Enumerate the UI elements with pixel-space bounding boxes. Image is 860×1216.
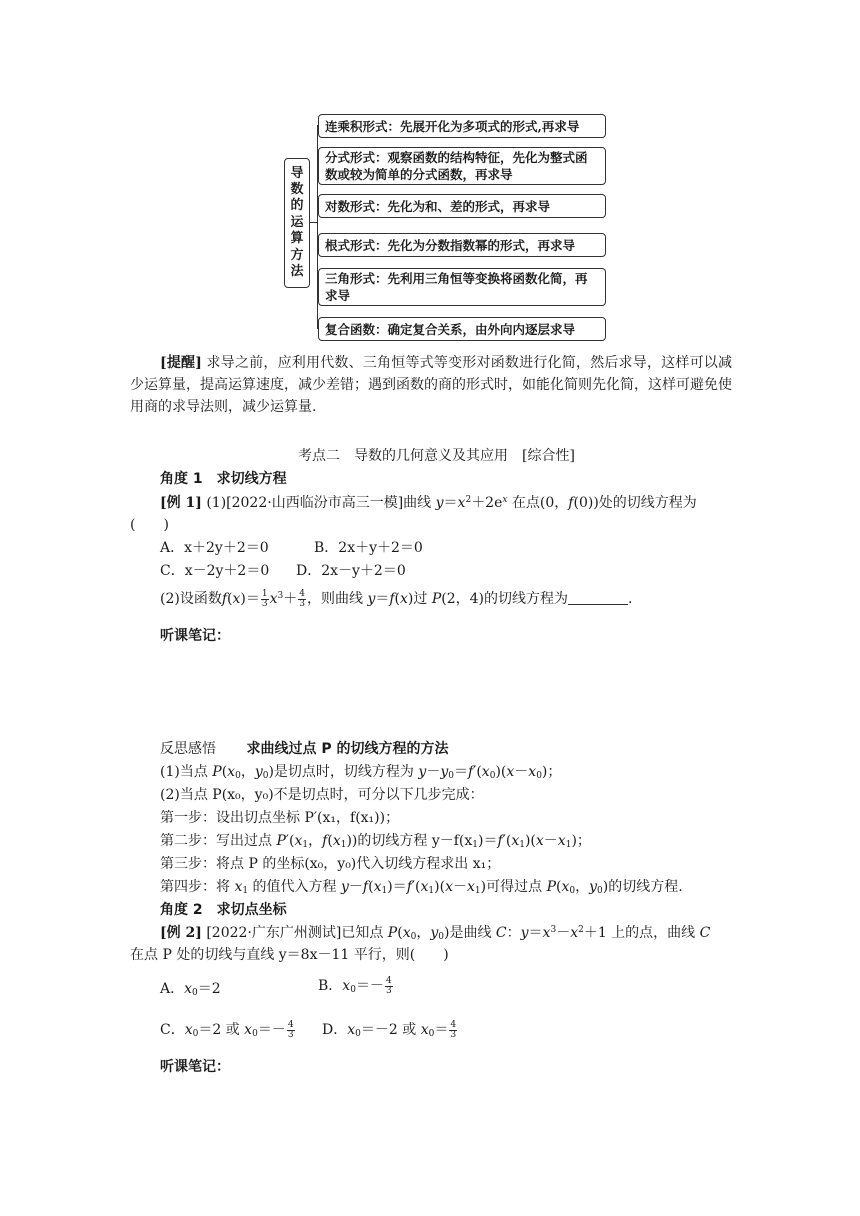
example1-label: [例 1] — [160, 495, 202, 511]
example1-part1-prefix: (1)[2022·山西临汾市高三一模]曲线 — [206, 495, 432, 511]
example2-option-c: C．$x_0=2$ 或 $x_0=-$ $\frac{4}{3}$ — [160, 1019, 294, 1040]
branch-box: 对数形式：先化为和、差的形式，再求导 — [318, 194, 606, 218]
branch-box: 连乘积形式：先展开化为多项式的形式,再求导 — [318, 114, 606, 138]
example2-line1: [例 2] [2022·广东广州测试]已知点 $P(x_0$，$y_0$)是曲线 C：$y=x^3-x^2+1$ 上的点，曲线 C — [160, 925, 711, 942]
example1-option-c: C．x－2y＋2＝0 — [160, 563, 270, 579]
branch-box: 分式形式：观察函数的结构特征，先化为整式函数或较为简单的分式函数，再求导 — [318, 147, 606, 185]
root-char: 算 — [290, 231, 304, 247]
example2-option-d: D．$x_0=-2$ 或 $x_0=$ $\frac{4}{3}$ — [322, 1019, 457, 1040]
example2-line2: 在点 P 处的切线与直线 y＝8x－11 平行，则( ) — [130, 947, 449, 963]
example1-bracket: ( ) — [130, 517, 169, 533]
section-title: 考点二 导数的几何意义及其应用 [综合性] — [298, 448, 575, 464]
answer-blank[interactable] — [568, 590, 628, 605]
angle2-heading: 角度 2 求切点坐标 — [160, 902, 287, 918]
branch-box: 复合函数：确定复合关系，由外向内逐层求导 — [318, 317, 606, 341]
example2-label: [例 2] — [160, 925, 202, 941]
example1-option-d: D．2x－y＋2＝0 — [296, 563, 406, 579]
reflection-step4: 第四步：将 $x_1$ 的值代入方程 $y-f(x_1)=f'(x_1)(x-x_1)$可得过点 $P(x_0$，$y_0$)的切线方程. — [160, 879, 683, 896]
tip-label: [提醒] — [160, 355, 202, 371]
angle1-heading: 角度 1 求切线方程 — [160, 471, 287, 487]
example1-part2-prefix: (2)设函数 — [160, 591, 222, 607]
reflection-title: 求曲线过点 P 的切线方程的方法 — [246, 741, 449, 757]
reflection-heading — [160, 738, 448, 758]
root-char: 的 — [290, 198, 304, 214]
root-char: 方 — [290, 247, 304, 263]
tip-text: 求导之前，应利用代数、三角恒等式等变形对函数进行化简，然后求导，这样可以减少运算量，提高运算速度，减少差错；遇到函数的商的形式时，如能化简则先化简，这样可避免使用商的求导法则，减少运算量. — [130, 355, 733, 415]
example1-line1: [例 1] (1)[2022·山西临汾市高三一模]曲线 $y=x^2+2e^x$ 在点(0，f(0))处的切线方程为 — [160, 495, 697, 511]
notes-label-2: 听课笔记： — [160, 1059, 230, 1075]
reflection-label: 反思感悟 — [160, 741, 216, 757]
example1-part2: (2)设函数f(x)＝ $\frac{1}{3}$ $x^3+$ $\frac{4}{3}$ ，则曲线 y＝f(x)过 P(2，4)的切线方程为 . — [160, 588, 633, 609]
reflection-step2: 第二步：写出过点 $P'(x_1$，$f(x_1)$)的切线方程 $y-f(x_1)=f'(x_1)(x-x_1)$； — [160, 833, 591, 850]
reflection-step3: 第三步：将点 P 的坐标(x₀，y₀)代入切线方程求出 x₁； — [160, 856, 501, 872]
branch-box: 根式形式：先化为分数指数幂的形式，再求导 — [318, 233, 606, 257]
reflection-line1: (1)当点 $P(x_0$，$y_0$)是切点时，切线方程为 $y-y_0=f'(x_0)(x-x_0)$； — [160, 764, 562, 781]
example2-option-a: A．$x_0=2$ — [160, 981, 221, 998]
example1-part2-suffix: 的切线方程为 — [484, 591, 569, 607]
root-char: 法 — [290, 264, 304, 280]
example1-option-b: B．2x＋y＋2＝0 — [314, 540, 423, 556]
root-char: 导 — [290, 165, 304, 181]
branch-box: 三角形式：先利用三角恒等变换将函数化简，再求导 — [318, 268, 606, 306]
tip-paragraph — [130, 352, 732, 418]
example2-option-b: B．$x_0=-$ $\frac{4}{3}$ — [318, 975, 392, 996]
reflection-line2: (2)当点 P(x₀，y₀)不是切点时，可分以下几步完成： — [160, 787, 484, 803]
root-char: 数 — [290, 181, 304, 197]
root-char: 运 — [290, 214, 304, 230]
method-diagram — [0, 0, 860, 360]
diagram-root-box — [284, 158, 310, 288]
example2-source: [2022·广东广州测试] — [206, 925, 342, 941]
reflection-step1: 第一步：设出切点坐标 P′(x₁，f(x₁))； — [160, 810, 400, 826]
example1-option-a: A．x＋2y＋2＝0 — [160, 540, 269, 556]
notes-label: 听课笔记： — [160, 628, 230, 644]
